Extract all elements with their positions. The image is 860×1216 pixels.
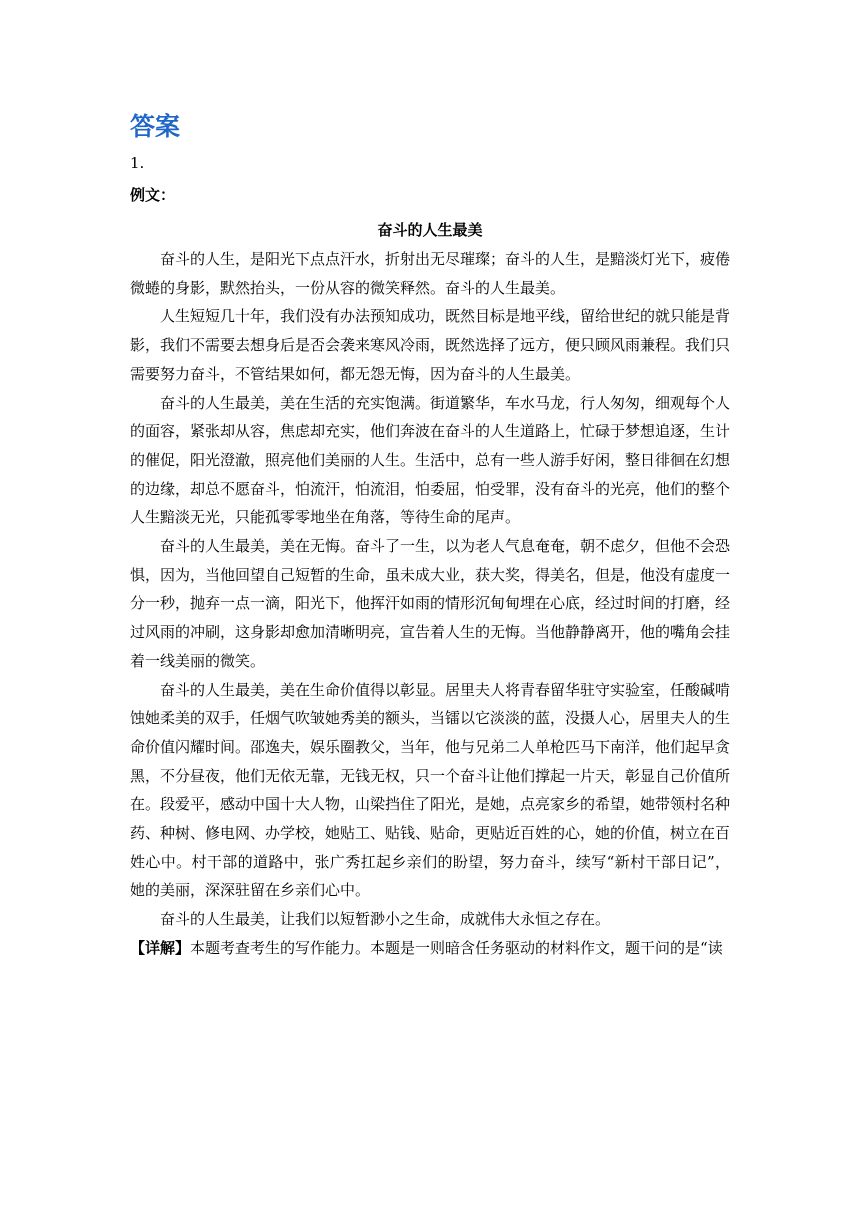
essay-paragraph-4: 奋斗的人生最美，美在无悔。奋斗了一生，以为老人气息奄奄，朝不虑夕，但他不会恐惧，因为，当他回望自己短暂的生命，虽未成大业，获大奖，得美名，但是，他没有虚度一分一秒，抛弃一点一滴，阳光下，他挥汗如雨的情形沉甸甸埋在心底，经过时间的打磨，经过风雨的冲刷，这身影却愈加清晰明亮，宣告着人生的无悔。当他静静离开，他的嘴角会挂着一线美丽的微笑。 bbox=[130, 537, 731, 670]
explanation-text: 本题考查考生的写作能力。本题是一则暗含任务驱动的材料作文，题干问的是“读 bbox=[190, 938, 723, 957]
essay-body bbox=[130, 245, 730, 934]
document-page bbox=[130, 108, 730, 963]
essay-paragraph-2: 人生短短几十年，我们没有办法预知成功，既然目标是地平线，留给世纪的就只能是背影，我们不需要去想身后是否会袭来寒风冷雨，既然选择了远方，便只顾风雨兼程。我们只需要努力奋斗，不管结果如何，都无怨无悔，因为奋斗的人生最美。 bbox=[130, 307, 731, 383]
essay-title: 奋斗的人生最美 bbox=[377, 221, 483, 239]
example-label: 例文： bbox=[130, 186, 176, 204]
explanation-label: 【详解】 bbox=[130, 938, 191, 957]
answer-heading: 答案 bbox=[130, 112, 181, 141]
essay-paragraph-3: 奋斗的人生最美，美在生活的充实饱满。街道繁华，车水马龙，行人匆匆，细观每个人的面容，紧张却从容，焦虑却充实，他们奔波在奋斗的人生道路上，忙碌于梦想追逐，生计的催促，阳光澄澈，照亮他们美丽的人生。生活中，总有一些人游手好闲，整日徘徊在幻想的边缘，却总不愿奋斗，怕流汗，怕流泪，怕委屈，怕受罪，没有奋斗的光亮，他们的整个人生黯淡无光，只能孤零零地坐在角落，等待生命的尾声。 bbox=[130, 393, 731, 527]
essay-paragraph-6: 奋斗的人生最美，让我们以短暂渺小之生命，成就伟大永恒之存在。 bbox=[160, 910, 611, 929]
explanation-line bbox=[130, 934, 730, 963]
question-number: 1. bbox=[130, 154, 145, 172]
essay-paragraph-5: 奋斗的人生最美，美在生命价值得以彰显。居里夫人将青春留华驻守实验室，任酸碱啃蚀她柔美的双手，任烟气吹皱她秀美的额头，当镭以它淡淡的蓝，没摄人心，居里夫人的生命价值闪耀时间。邵逸夫，娱乐圈教父，当年，他与兄弟二人单枪匹马下南洋，他们起早贪黑，不分昼夜，他们无依无靠，无钱无权，只一个奋斗让他们撑起一片天，彰显自己价值所在。段爱平，感动中国十大人物，山梁挡住了阳光，是她，点亮家乡的希望，她带领村名种药、种树、修电网、办学校，她贴工、贴钱、贴命，更贴近百姓的心，她的价值，树立在百姓心中。村干部的道路中，张广秀扛起乡亲们的盼望，努力奋斗，续写“新村干部日记”，她的美丽，深深驻留在乡亲们心中。 bbox=[130, 680, 731, 900]
essay-paragraph-1: 奋斗的人生，是阳光下点点汗水，折射出无尽璀璨；奋斗的人生，是黯淡灯光下，疲倦微蜷的身影，默然抬头，一份从容的微笑释然。奋斗的人生最美。 bbox=[130, 250, 731, 297]
